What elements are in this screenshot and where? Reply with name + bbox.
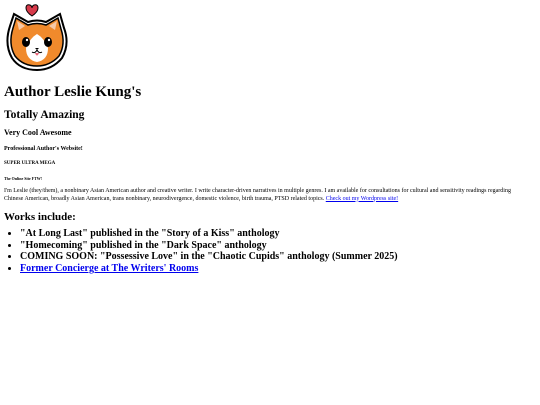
subtitle-very-cool: Very Cool Awesome	[4, 128, 72, 137]
subtitle-super-ultra: SUPER ULTRA MEGA	[4, 161, 56, 166]
works-list	[4, 228, 536, 274]
list-item: • COMING SOON: "Possessive Love" in the "Chaotic Cupids" anthology (Summer 2025)	[20, 251, 536, 263]
subtitle-online-site: The Online Site FTW!	[4, 176, 43, 181]
page-content	[4, 4, 536, 275]
bio-paragraph	[4, 188, 524, 203]
list-item	[20, 263, 536, 275]
list-item: • "Homecoming" published in the "Dark Space" anthology	[20, 240, 536, 252]
wordpress-link[interactable]: Check out my Wordpress site!	[325, 195, 399, 202]
page-title: Author Leslie Kung's	[4, 84, 142, 100]
subtitle-totally-amazing: Totally Amazing	[4, 109, 85, 121]
bio-text: I'm Leslie (they/them), a nonbinary Asian American author and creative writer. I write character-driven narratives in multiple genres. I am available for consultations for cultural and sensitivity readings regarding Chinese American, broadly Asian American, trans nonbinary, neurodivergence, domestic violence, birth trauma, PTSD related topics.	[4, 188, 511, 202]
list-item: • "At Long Last" published in the "Story of a Kiss" anthology	[20, 228, 536, 240]
cat-logo-with-heart-icon	[4, 4, 70, 74]
subtitle-professional: Professional Author's Website!	[4, 146, 83, 152]
writers-rooms-link[interactable]: Former Concierge at The Writers' Rooms	[20, 262, 199, 274]
works-heading: Works include:	[4, 211, 76, 224]
